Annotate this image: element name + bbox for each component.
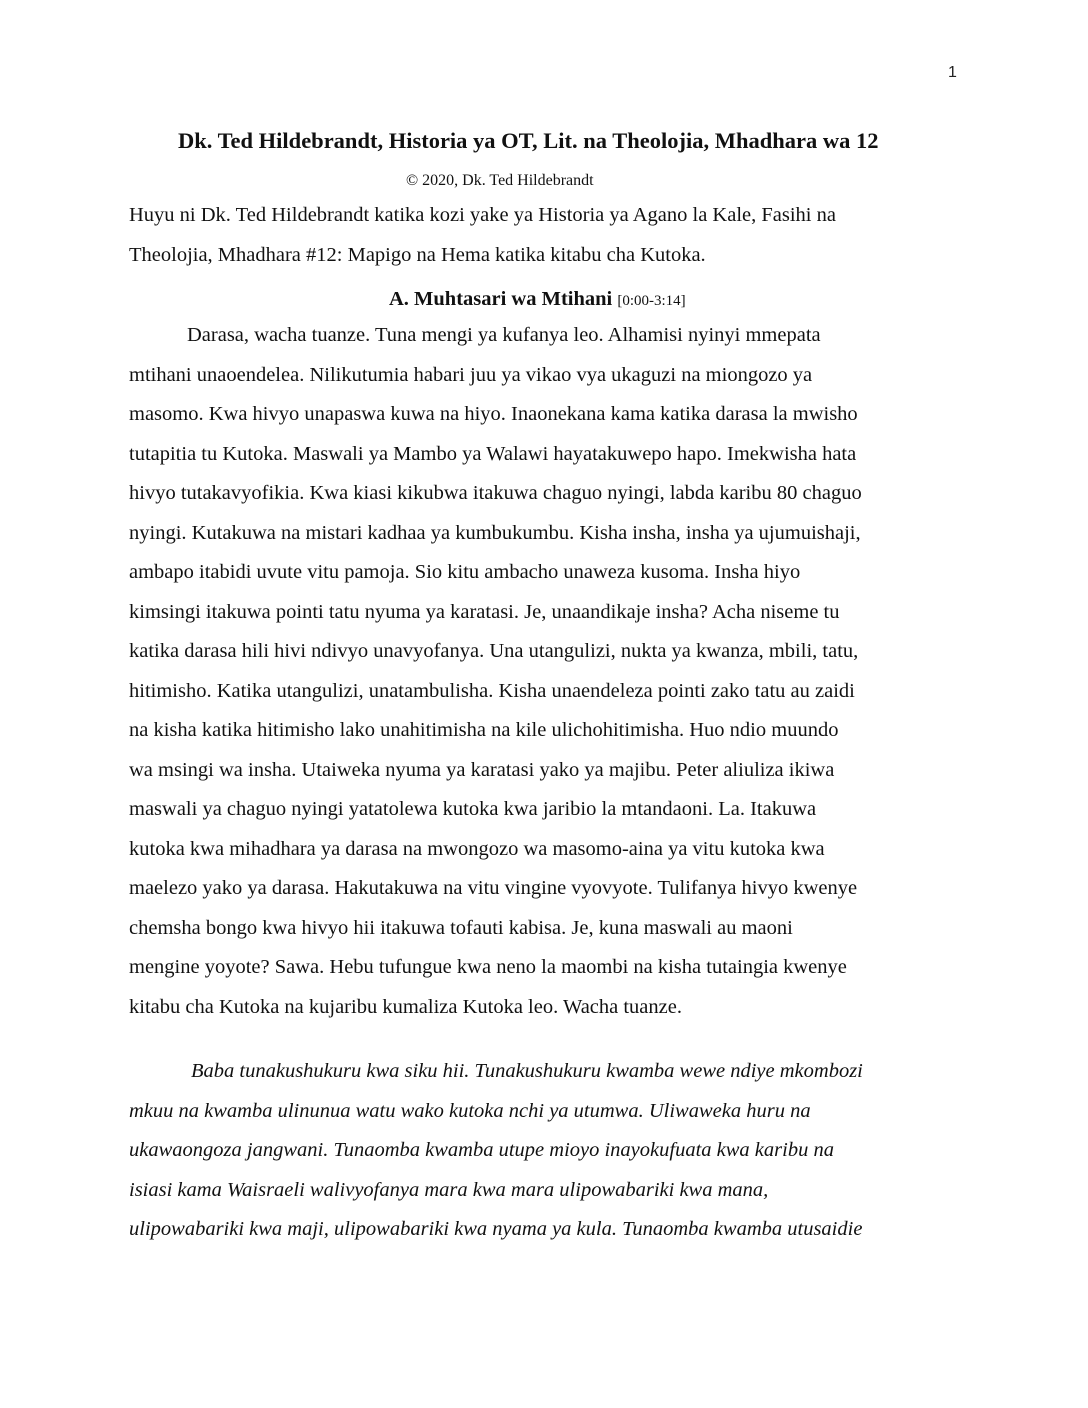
body-line: mtihani unaoendelea. Nilikutumia habari juu ya vikao vya ukaguzi na miongozo ya (129, 363, 813, 386)
prayer-line: isiasi kama Waisraeli walivyofanya mara kwa mara ulipowabariki kwa mana, (129, 1178, 769, 1201)
copyright-line: © 2020, Dk. Ted Hildebrandt (406, 172, 594, 189)
body-line: ambapo itabidi uvute vitu pamoja. Sio kitu ambacho unaweza kusoma. Insha hiyo (129, 561, 801, 583)
body-line: masomo. Kwa hivyo unapaswa kuwa na hiyo. Inaonekana kama katika darasa la mwisho (129, 403, 858, 425)
body-line: wa msingi wa insha. Utaiweka nyuma ya karatasi yako ya majibu. Peter aliuliza ikiwa (129, 758, 835, 781)
prayer-paragraph (129, 1052, 961, 1250)
section-heading (389, 288, 686, 311)
intro-paragraph (129, 196, 961, 275)
body-line: kimsingi itakuwa pointi tatu nyuma ya karatasi. Je, unaandikaje insha? Acha niseme tu (129, 600, 840, 623)
body-line: kitabu cha Kutoka na kujaribu kumaliza Kutoka leo. Wacha tuanze. (129, 995, 682, 1018)
body-line: na kisha katika hitimisho lako unahitimisha na kile ulichohitimisha. Huo ndio muundo (129, 719, 839, 741)
prayer-line: mkuu na kwamba ulinunua watu wako kutoka nchi ya utumwa. Uliwaweka huru na (129, 1099, 811, 1122)
section-timestamp: [0:00-3:14] (617, 293, 686, 309)
page-number: 1 (948, 64, 957, 81)
body-paragraph (129, 316, 961, 1027)
intro-line: Theolojia, Mhadhara #12: Mapigo na Hema katika kitabu cha Kutoka. (129, 243, 706, 266)
body-line: nyingi. Kutakuwa na mistari kadhaa ya kumbukumbu. Kisha insha, insha ya ujumuishaji, (129, 521, 861, 544)
intro-line: Huyu ni Dk. Ted Hildebrandt katika kozi yake ya Historia ya Agano la Kale, Fasihi na (129, 204, 836, 226)
prayer-line: ulipowabariki kwa maji, ulipowabariki kwa nyama ya kula. Tunaomba kwamba utusaidie (129, 1218, 863, 1240)
body-line: Darasa, wacha tuanze. Tuna mengi ya kufanya leo. Alhamisi nyinyi mmepata (187, 324, 821, 346)
body-line: maelezo yako ya darasa. Hakutakuwa na vitu vingine vyovyote. Tulifanya hivyo kwenye (129, 877, 858, 899)
prayer-line: ukawaongoza jangwani. Tunaomba kwamba utupe mioyo inayokufuata kwa karibu na (129, 1139, 834, 1161)
body-line: maswali ya chaguo nyingi yatatolewa kutoka kwa jaribio la mtandaoni. La. Itakuwa (129, 798, 817, 820)
body-line: hivyo tutakavyofikia. Kwa kiasi kikubwa itakuwa chaguo nyingi, labda karibu 80 chaguo (129, 482, 862, 504)
body-line: kutoka kwa mihadhara ya darasa na mwongozo wa masomo-aina ya vitu kutoka kwa (129, 837, 825, 860)
prayer-line: Baba tunakushukuru kwa siku hii. Tunakushukuru kwamba wewe ndiye mkombozi (191, 1060, 863, 1082)
body-line: katika darasa hili hivi ndivyo unavyofanya. Una utangulizi, nukta ya kwanza, mbili, tatu, (129, 640, 859, 662)
body-line: tutapitia tu Kutoka. Maswali ya Mambo ya Walawi hayatakuwepo hapo. Imekwisha hata (129, 442, 857, 465)
body-line: mengine yoyote? Sawa. Hebu tufungue kwa neno la maombi na kisha tutaingia kwenye (129, 956, 847, 978)
body-line: chemsha bongo kwa hivyo hii itakuwa tofauti kabisa. Je, kuna maswali au maoni (129, 916, 793, 939)
body-line: hitimisho. Katika utangulizi, unatambulisha. Kisha unaendeleza pointi zako tatu au zaidi (129, 679, 855, 702)
document-title: Dk. Ted Hildebrandt, Historia ya OT, Lit. na Theolojia, Mhadhara wa 12 (178, 128, 879, 153)
section-heading-label: A. Muhtasari wa Mtihani (389, 288, 613, 310)
